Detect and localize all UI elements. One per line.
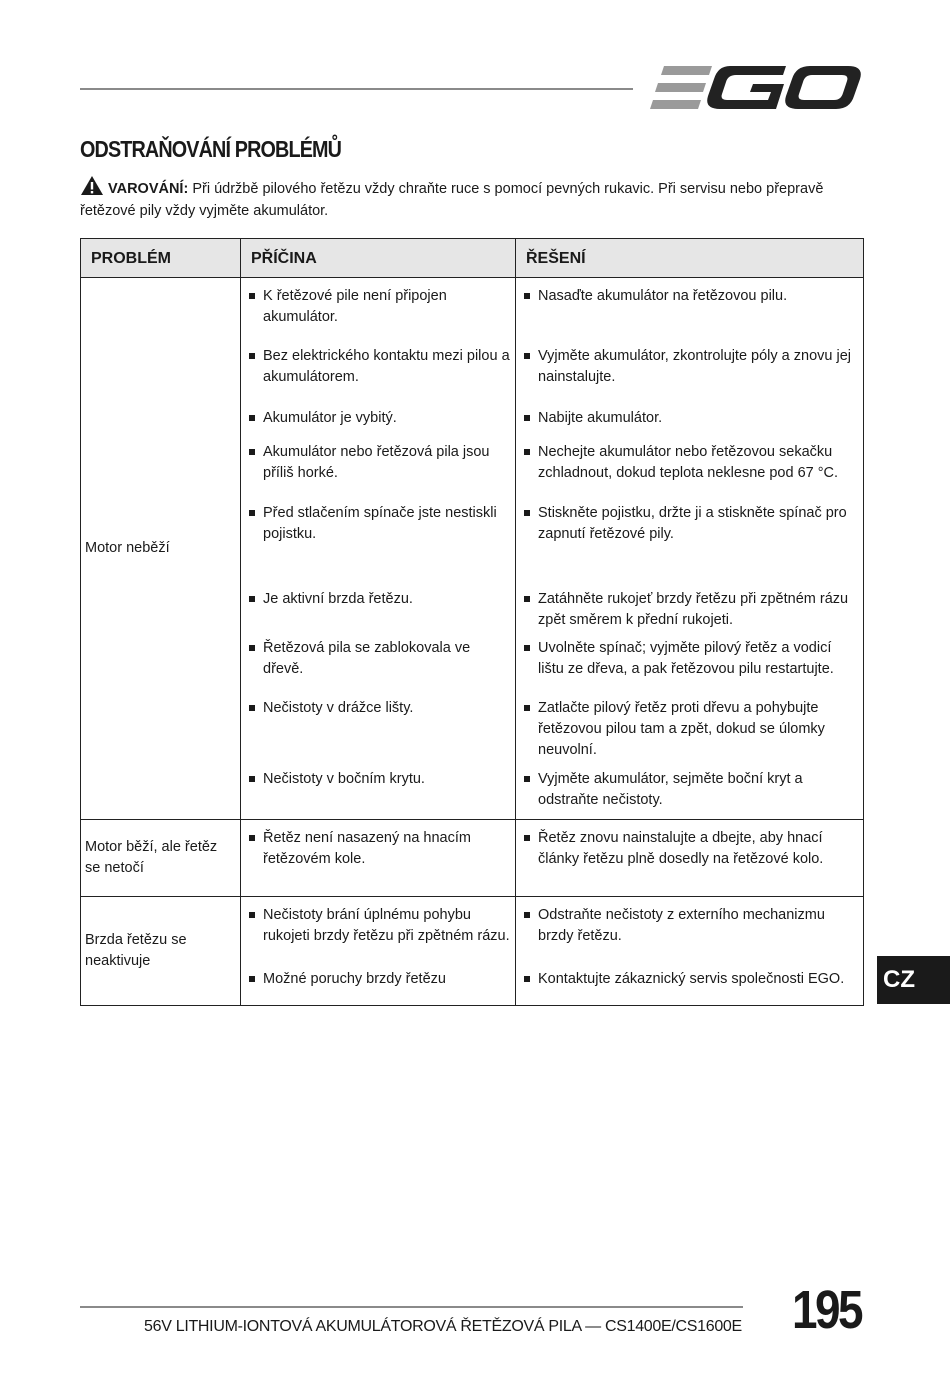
column-header-problem: PROBLÉM — [81, 239, 241, 278]
cause-item: Akumulátor je vybitý. — [247, 408, 511, 442]
cause-item: Je aktivní brzda řetězu. — [247, 589, 511, 638]
solution-item: Vyjměte akumulátor, zkontrolujte póly a znovu jej nainstalujte. — [522, 346, 859, 408]
cause-cell — [241, 820, 516, 897]
warning-triangle-icon — [80, 175, 104, 196]
solution-item: Kontaktujte zákaznický servis společnosti EGO. — [522, 969, 859, 997]
table-row — [81, 897, 864, 1006]
cause-item: Nečistoty v drážce lišty. — [247, 698, 511, 769]
footer-title: 56V LITHIUM-IONTOVÁ AKUMULÁTOROVÁ ŘETĚZOVÁ PILA — CS1400E/CS1600E — [144, 1318, 742, 1335]
warning-label: VAROVÁNÍ: — [108, 181, 189, 197]
solution-cell — [516, 278, 864, 820]
cause-item: Řetěz není nasazený na hnacím řetězovém kole. — [247, 828, 511, 888]
problem-cell: Brzda řetězu se neaktivuje — [81, 897, 241, 1006]
solution-item: Vyjměte akumulátor, sejměte boční kryt a odstraňte nečistoty. — [522, 769, 859, 811]
column-header-solution: ŘEŠENÍ — [516, 239, 864, 278]
solution-item: Nechejte akumulátor nebo řetězovou sekačku zchladnout, dokud teplota neklesne pod 67 °C. — [522, 442, 859, 503]
solution-item: Řetěz znovu nainstalujte a dbejte, aby hnací články řetězu plně dosedly na řetězové kolo. — [522, 828, 859, 888]
cause-item: Akumulátor nebo řetězová pila jsou příliš horké. — [247, 442, 511, 503]
warning-text: Při údržbě pilového řetězu vždy chraňte ruce s pomocí pevných rukavic. Při servisu nebo přepravě řetězové pily vždy vyjměte akumulátor. — [80, 181, 824, 219]
page-number: 195 — [792, 1280, 861, 1340]
solution-item: Odstraňte nečistoty z externího mechanizmu brzdy řetězu. — [522, 905, 859, 969]
solution-item: Nabijte akumulátor. — [522, 408, 859, 442]
cause-item: Řetězová pila se zablokovala ve dřevě. — [247, 638, 511, 698]
cause-cell — [241, 278, 516, 820]
table-row — [81, 278, 864, 820]
solution-cell — [516, 897, 864, 1006]
page-title: ODSTRAŇOVÁNÍ PROBLÉMŮ — [80, 136, 342, 162]
solution-cell — [516, 820, 864, 897]
solution-item: Zatáhněte rukojeť brzdy řetězu při zpětném rázu zpět směrem k přední rukojeti. — [522, 589, 859, 638]
solution-item: Uvolněte spínač; vyjměte pilový řetěz a vodicí lištu ze dřeva, a pak řetězovou pilu restartujte. — [522, 638, 859, 698]
footer-rule — [80, 1306, 743, 1308]
language-tab: CZ — [877, 956, 950, 1004]
cause-item: Nečistoty v bočním krytu. — [247, 769, 511, 811]
cause-item: Bez elektrického kontaktu mezi pilou a akumulátorem. — [247, 346, 511, 408]
table-header-row — [81, 239, 864, 278]
cause-item: Možné poruchy brzdy řetězu — [247, 969, 511, 997]
table-row — [81, 820, 864, 897]
cause-item: K řetězové pile není připojen akumulátor. — [247, 286, 511, 346]
cause-item: Nečistoty brání úplnému pohybu rukojeti brzdy řetězu při zpětném rázu. — [247, 905, 511, 969]
problem-cell: Motor neběží — [81, 278, 241, 820]
problem-cell: Motor běží, ale řetěz se netočí — [81, 820, 241, 897]
solution-item: Zatlačte pilový řetěz proti dřevu a pohybujte řetězovou pilou tam a zpět, dokud se úlomky neuvolní. — [522, 698, 859, 769]
solution-item: Nasaďte akumulátor na řetězovou pilu. — [522, 286, 859, 346]
warning-notice — [80, 175, 870, 222]
header-rule — [80, 88, 633, 90]
solution-item: Stiskněte pojistku, držte ji a stiskněte spínač pro zapnutí řetězové pily. — [522, 503, 859, 589]
ego-logo — [650, 62, 862, 114]
column-header-cause: PŘÍČINA — [241, 239, 516, 278]
cause-cell — [241, 897, 516, 1006]
cause-item: Před stlačením spínače jste nestiskli pojistku. — [247, 503, 511, 589]
troubleshooting-table — [80, 238, 864, 1006]
